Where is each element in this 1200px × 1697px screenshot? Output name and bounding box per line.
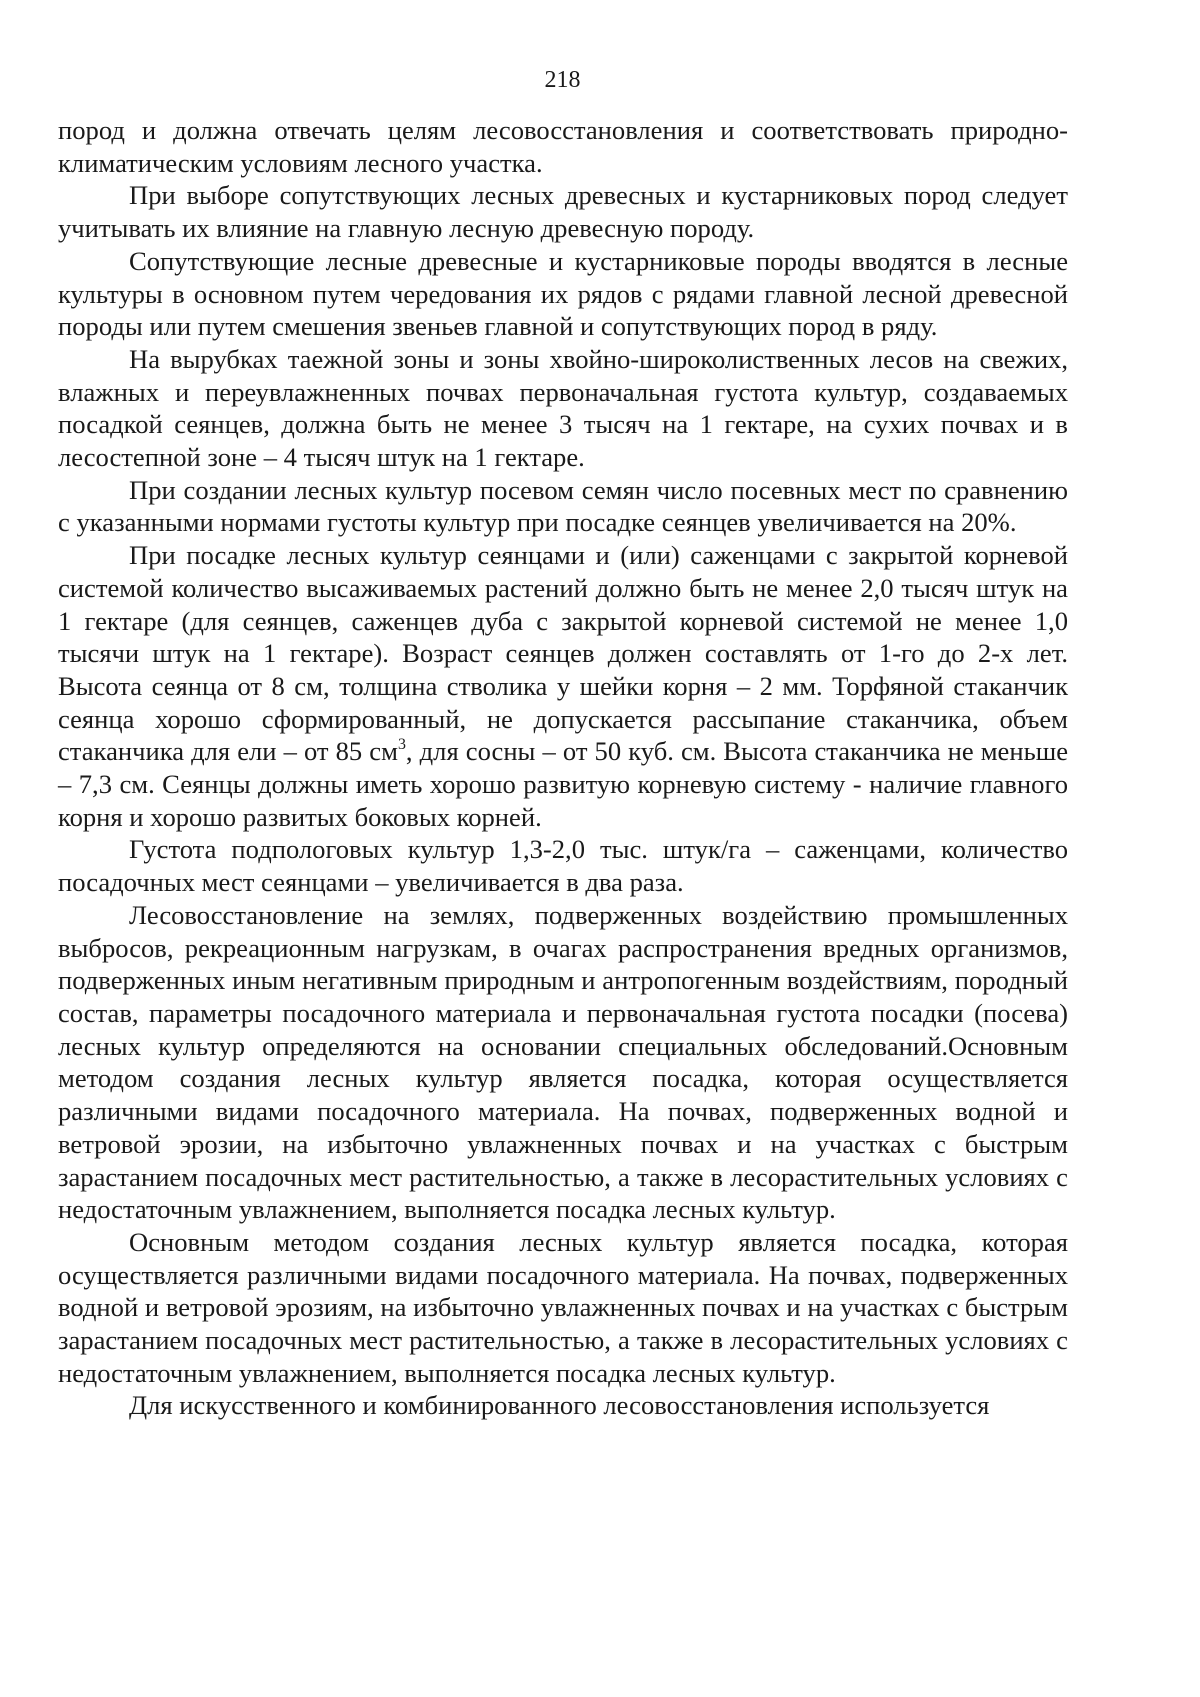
paragraph-6 bbox=[58, 539, 1068, 833]
paragraph-text: Основным методом создания лесных культур является посадка, которая осуществляется различными видами посадочного материала. На почвах, подверженных водной и ветровой эрозиям, на избыточно увлажненных почвах и на участках с быстрым зарастанием посадочных мест растительностью, а также в лесорастительных условиях с недостаточным увлажнением, выполняется посадка лесных культур. bbox=[58, 1226, 1068, 1388]
paragraph-1 bbox=[58, 114, 1068, 179]
paragraph-text: При создании лесных культур посевом семян число посевных мест по сравнению с указанными нормами густоты культур при посадке сеянцев увеличивается на 20%. bbox=[58, 474, 1068, 538]
paragraph-2 bbox=[58, 179, 1068, 244]
paragraph-text: Для искусственного и комбинированного лесовосстановления используется bbox=[129, 1390, 990, 1421]
paragraph-text: При посадке лесных культур сеянцами и (или) саженцами с закрытой корневой системой количество высаживаемых растений должно быть не менее 2,0 тысяч штук на 1 гектаре (для сеянцев, саженцев дуба с закрытой корневой системой не менее 1,0 тысячи штук на 1 гектаре). Возраст сеянцев должен составлять от 1-го до 2-х лет. Высота сеянца от 8 см, толщина стволика у шейки корня – 2 мм. Торфяной стаканчик сеянца хорошо сформированный, не допускается рассыпание стаканчика, объем стаканчика для ели – от 85 см bbox=[58, 540, 1068, 767]
page-number: 218 bbox=[544, 67, 581, 93]
paragraph-text: На вырубках таежной зоны и зоны хвойно-широколиственных лесов на свежих, влажных и переувлажненных почвах первоначальная густота культур, создаваемых посадкой сеянцев, должна быть не менее 3 тысяч на 1 гектаре, на сухих почвах и в лесостепной зоне – 4 тысяч штук на 1 гектаре. bbox=[58, 343, 1068, 473]
paragraph-text: При выборе сопутствующих лесных древесных и кустарниковых пород следует учитывать их влияние на главную лесную древесную породу. bbox=[58, 180, 1068, 244]
paragraph-text-continued: , для сосны – от 50 куб. см. Высота стаканчика не меньше – 7,3 см. Сеянцы должны иметь хорошо развитую корневую систему - наличие главного корня и хорошо развитых боковых корней. bbox=[58, 736, 1068, 832]
paragraph-9 bbox=[58, 1226, 1068, 1390]
paragraph-text: Сопутствующие лесные древесные и кустарниковые породы вводятся в лесные культуры в основном путем чередования их рядов с рядами главной лесной древесной породы или путем смешения звеньев главной и сопутствующих пород в ряду. bbox=[58, 245, 1068, 342]
paragraph-5 bbox=[58, 474, 1068, 539]
paragraph-10 bbox=[58, 1389, 1068, 1422]
paragraph-7 bbox=[58, 833, 1068, 898]
paragraph-4 bbox=[58, 343, 1068, 474]
document-body bbox=[58, 114, 1068, 1422]
paragraph-text: Густота подпологовых культур 1,3-2,0 тыс. штук/га – саженцами, количество посадочных мест сеянцами – увеличивается в два раза. bbox=[58, 834, 1068, 898]
paragraph-text: Лесовосстановление на землях, подверженных воздействию промышленных выбросов, рекреационным нагрузкам, в очагах распространения вредных организмов, подверженных иным негативным природным и антропогенным воздействиям, породный состав, параметры посадочного материала и первоначальная густота посадки (посева) лесных культур определяются на основании специальных обследований.Основным методом создания лесных культур является посадка, которая осуществляется различными видами посадочного материала. На почвах, подверженных водной и ветровой эрозии, на избыточно увлажненных почвах и на участках с быстрым зарастанием посадочных мест растительностью, а также в лесорастительных условиях с недостаточным увлажнением, выполняется посадка лесных культур. bbox=[58, 899, 1068, 1225]
superscript-cube: 3 bbox=[397, 736, 406, 754]
paragraph-text: пород и должна отвечать целям лесовосстановления и соответствовать природно-климатическим условиям лесного участка. bbox=[58, 115, 1068, 178]
paragraph-3 bbox=[58, 245, 1068, 343]
paragraph-8 bbox=[58, 899, 1068, 1226]
